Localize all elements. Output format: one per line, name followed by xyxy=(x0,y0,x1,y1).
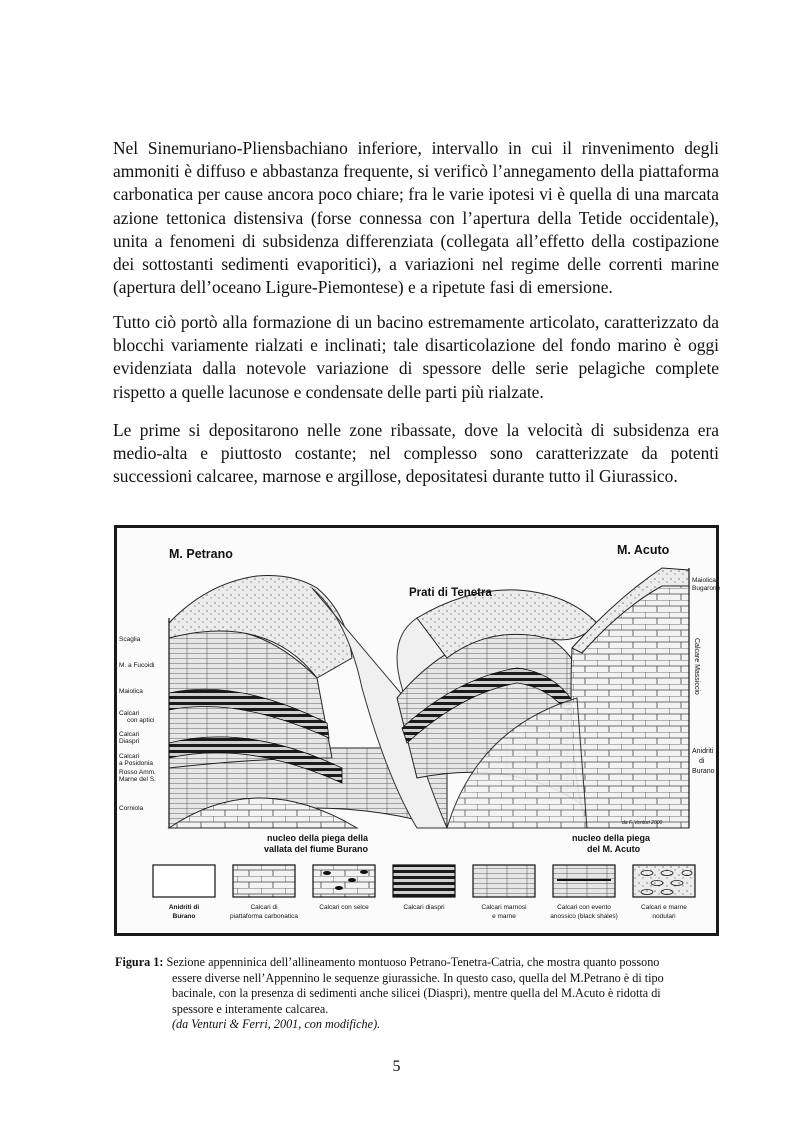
page-number: 5 xyxy=(392,1058,401,1075)
legend-label-piattaforma-1: Calcari di xyxy=(250,904,278,911)
caption-line-4: spessore e interamente calcarea. xyxy=(172,1001,329,1016)
label-corniola: Corniola xyxy=(119,805,144,812)
label-calcari-aptici-2: con aptici xyxy=(127,717,155,724)
figure-caption xyxy=(115,955,723,1033)
legend-label-anidriti-2: Burano xyxy=(172,913,196,920)
core-left-line2: vallata del fiume Burano xyxy=(264,844,369,854)
label-calcari-diaspri-1: Calcari xyxy=(119,731,140,738)
legend-label-anossico-2: anossico (black shales) xyxy=(550,913,618,920)
label-calcare-massiccio: Calcare Massiccio xyxy=(693,638,700,695)
caption-line-3: bacinale, con la presenza di sedimenti anche silicei (Diaspri), mentre quella del M.Acuto è ridotta di xyxy=(172,986,661,1000)
legend-label-marnosi-1: Calcari marnosi xyxy=(481,904,527,911)
label-maiolica-right: Maiolica xyxy=(692,577,716,584)
label-marne-serrone: Marne del S. xyxy=(119,776,156,783)
label-anidriti-1: Anidriti xyxy=(692,748,714,755)
label-bugarone: Bugarone xyxy=(692,585,721,592)
legend-label-diaspri: Calcari diaspri xyxy=(403,904,445,911)
label-calcari-aptici-1: Calcari xyxy=(119,710,140,717)
legend-label-anossico-1: Calcari con evento xyxy=(557,904,611,911)
core-right-line2: del M. Acuto xyxy=(587,844,641,854)
legend-label-piattaforma-2: piattaforma carbonatica xyxy=(230,913,298,920)
label-rosso-ammonitico: Rosso Amm. xyxy=(119,769,156,776)
legend-swatch-selce xyxy=(313,865,375,897)
paragraph-1: Nel Sinemuriano-Pliensbachiano inferiore, intervallo in cui il rinvenimento degli ammoniti è diffuso e abbastanza frequente, si verificò l’annegamento della piattaforma carbonatica per cause ancora poco chiare; fra le varie ipotesi vi è quella di una marcata azione tettonica distensiva (forse connessa con l’apertura della Tetide occidentale), unita a fenomeni di subsidenza differenziata (collegata all’effetto della costipazione dei sottostanti sedimenti evaporitici), a variazioni nel regime delle correnti marine (apertura dell’oceano Ligure-Piemontese) e a ripetute fasi di emersione. xyxy=(113,138,719,298)
title-m-petrano: M. Petrano xyxy=(169,547,233,561)
paragraph-3: Le prime si depositarono nelle zone ribassate, dove la velocità di subsidenza era medio-alta e piuttosto costante; nel complesso sono caratterizzate da potenti successioni calcaree, marnose e argillose, depositatesi durante tutto il Giurassico. xyxy=(113,420,719,487)
geologic-section-figure xyxy=(114,525,719,936)
label-anidriti-3: Burano xyxy=(692,768,715,775)
legend-swatch-nodulari xyxy=(633,865,695,897)
geologic-section-drawing xyxy=(117,528,721,933)
legend-label-nodulari-1: Calcari e marne xyxy=(641,904,687,911)
caption-line-2: essere diverse nell’Appennino le sequenze giurassiche. In questo caso, quella del M.Petrano è di tipo xyxy=(172,970,664,985)
label-calcari-posidonia-2: a Posidonia xyxy=(119,760,153,767)
title-m-acuto: M. Acuto xyxy=(617,543,670,557)
legend-swatch-anidriti xyxy=(153,865,215,897)
legend-label-nodulari-2: nodulari xyxy=(652,913,676,920)
paragraph-2: Tutto ciò portò alla formazione di un bacino estremamente articolato, caratterizzato da blocchi variamente rialzati e inclinati; tale disarticolazione del fondo marino è oggi evidenziata dalla notevole variazione di spessore delle serie pelagiche complete rispetto a quelle lacunose e condensate delle parti più rialzate. xyxy=(113,312,719,402)
legend-label-anidriti-1: Anidriti di xyxy=(168,904,200,911)
legend-label-marnosi-2: e marne xyxy=(492,913,516,920)
author-signature: da F. Venturi 2000 xyxy=(622,820,663,826)
caption-source: (da Venturi & Ferri, 2001, con modifiche). xyxy=(172,1017,381,1031)
label-maiolica: Maiolica xyxy=(119,688,143,695)
core-right-line1: nucleo della piega xyxy=(572,833,651,843)
legend-swatch-marnosi xyxy=(473,865,535,897)
label-anidriti-2: di xyxy=(699,758,705,765)
label-calcari-posidonia-1: Calcari xyxy=(119,753,140,760)
legend-swatch-diaspri xyxy=(393,865,455,897)
caption-line-1: Sezione appenninica dell’allineamento montuoso Petrano-Tenetra-Catria, che mostra quanto possono xyxy=(166,955,660,969)
title-prati-di-tenetra: Prati di Tenetra xyxy=(409,587,492,599)
label-calcari-diaspri-2: Diaspri xyxy=(119,738,140,745)
legend-label-selce: Calcari con selce xyxy=(319,904,369,911)
legend-swatch-piattaforma xyxy=(233,865,295,897)
label-scaglia: Scaglia xyxy=(119,636,141,643)
core-left-line1: nucleo della piega della xyxy=(267,833,369,843)
caption-label: Figura 1: xyxy=(115,955,164,969)
label-marne-fucoidi: M. a Fucoidi xyxy=(119,662,155,669)
